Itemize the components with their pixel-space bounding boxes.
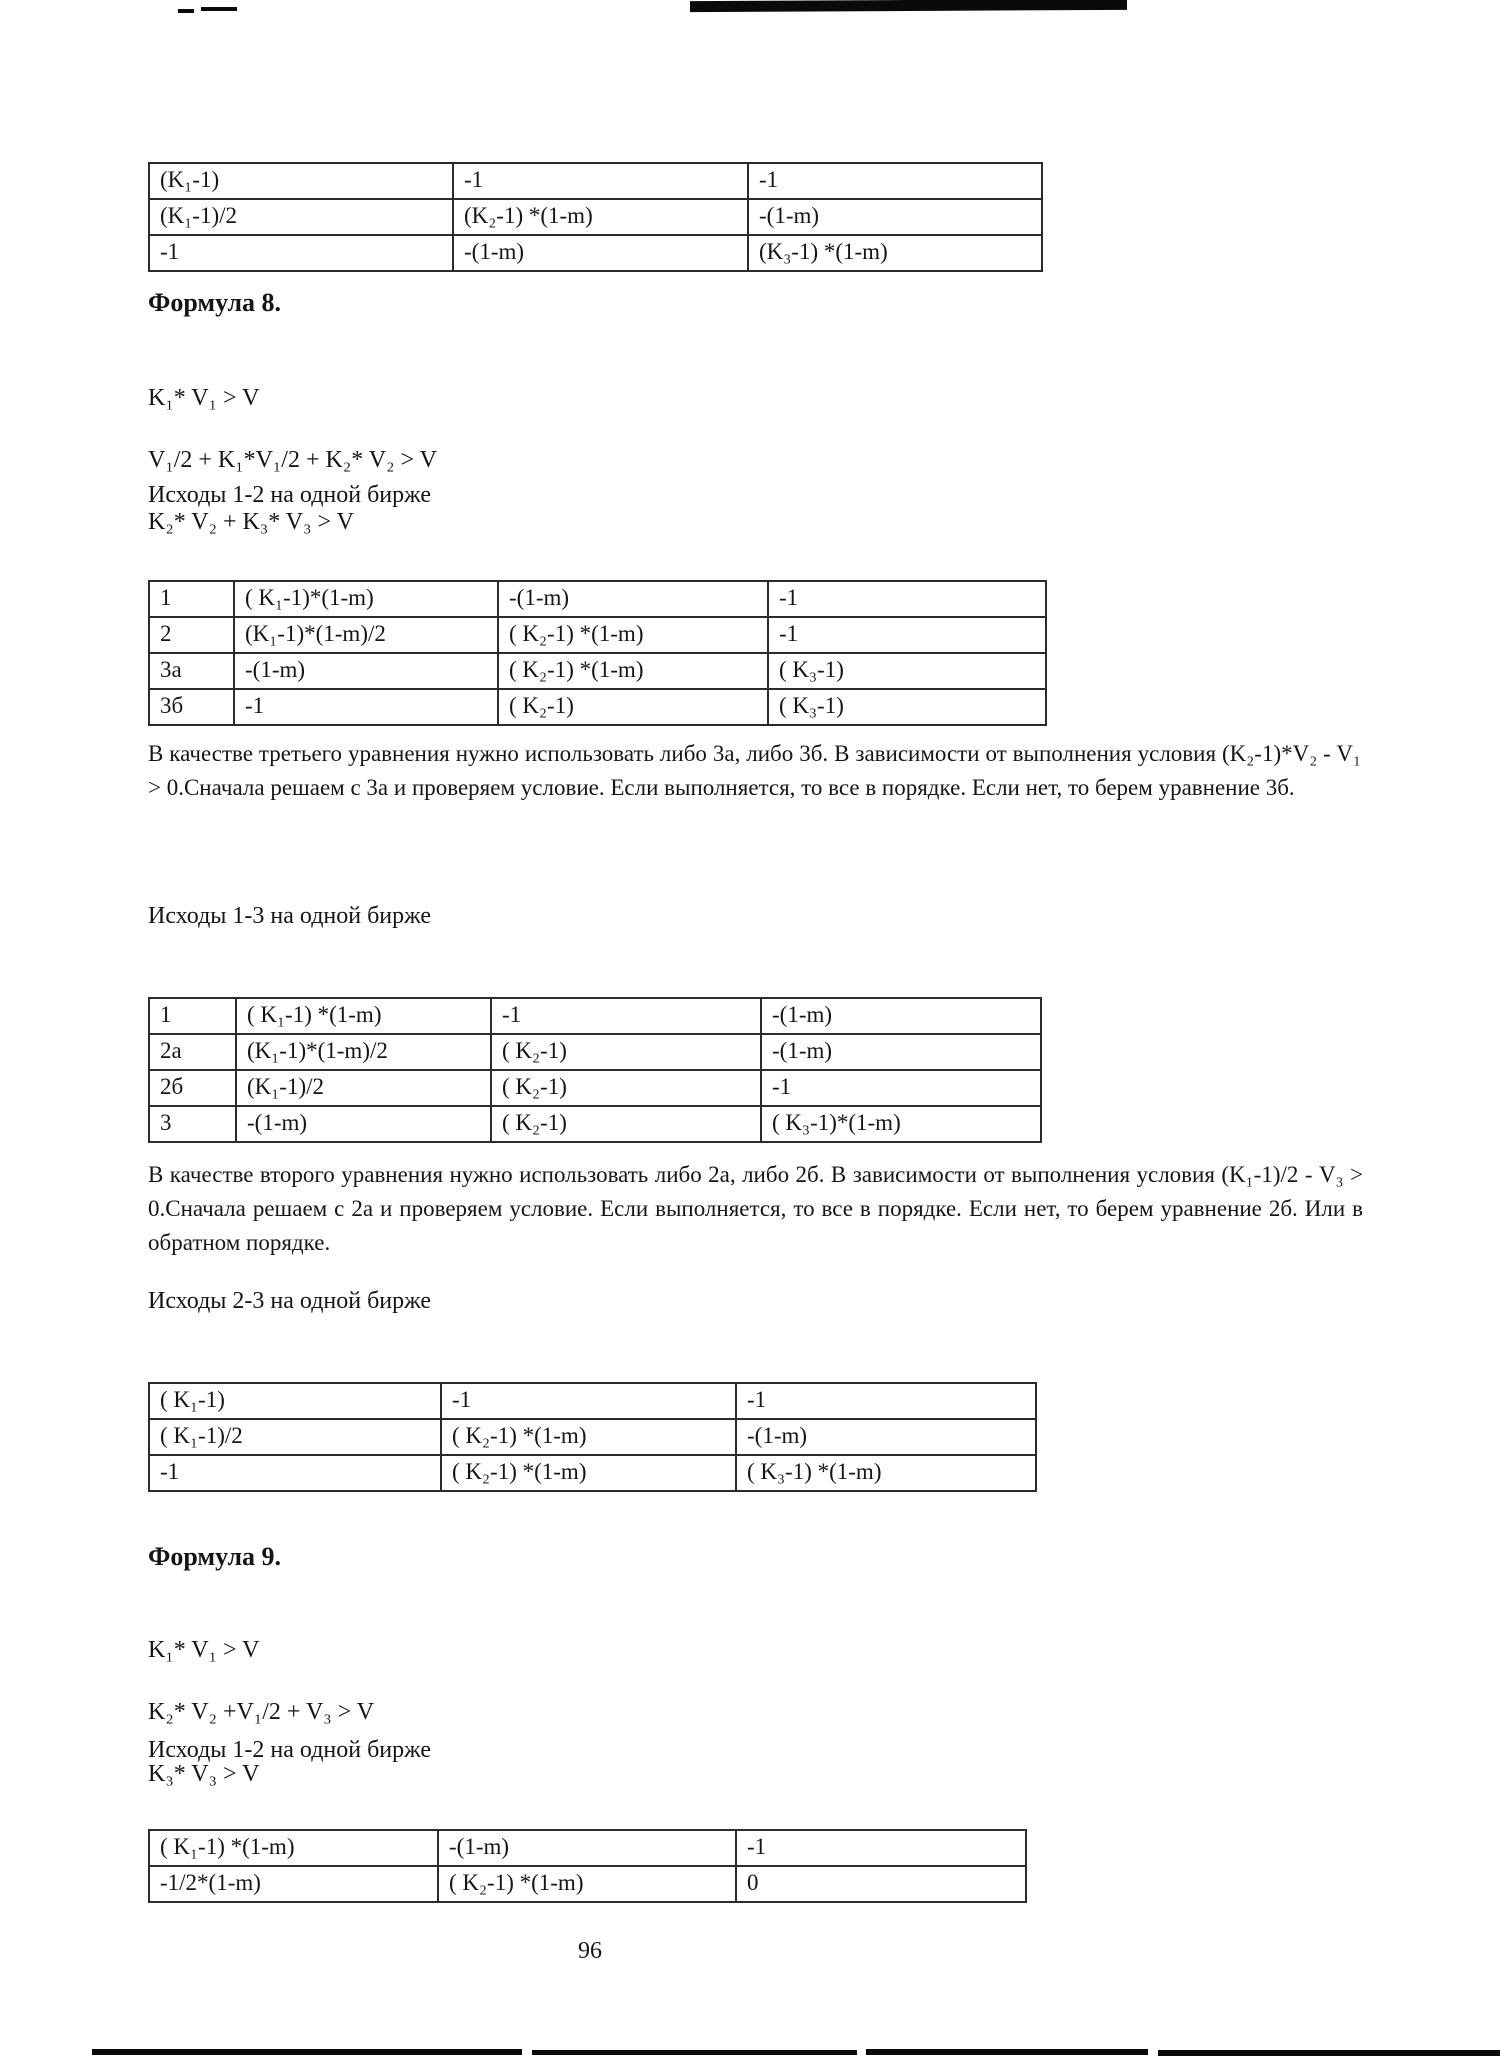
table-cell: -1 — [234, 689, 498, 725]
table-cell: 2б — [149, 1070, 236, 1106]
table-cell: ( K₃-1) *(1-m) — [736, 1455, 1036, 1491]
scan-bar-bottom-4 — [1158, 2050, 1500, 2056]
table-cell: -1 — [768, 617, 1046, 653]
formula-9-eq3: K₃* V₃ > V — [148, 1761, 260, 1787]
formula-9-equations — [148, 1604, 374, 1821]
table-cell: (K₃-1) *(1-m) — [748, 235, 1042, 271]
table-cell: -1 — [491, 998, 761, 1034]
table-cell: -(1-m) — [236, 1106, 491, 1142]
table-row — [149, 1455, 1036, 1491]
table-row — [149, 689, 1046, 725]
table-cell: ( K₂-1) *(1-m) — [498, 653, 768, 689]
table-cell: -(1-m) — [761, 1034, 1041, 1070]
table-cell: ( K₂-1) — [491, 1106, 761, 1142]
table-cell: ( K₂-1) *(1-m) — [441, 1419, 736, 1455]
table-row — [149, 1383, 1036, 1419]
table-row — [149, 1070, 1041, 1106]
table-cell: -(1-m) — [748, 199, 1042, 235]
table-cell: (K₁-1) — [149, 163, 453, 199]
scan-bar-bottom-2 — [532, 2050, 857, 2055]
table-cell: ( K₂-1) — [498, 689, 768, 725]
table-cell: -1 — [736, 1383, 1036, 1419]
formula-8-eq1: K₁* V₁ > V — [148, 385, 260, 411]
table-row — [149, 1034, 1041, 1070]
formula-8-title: Формула 8. — [148, 288, 282, 317]
page-number: 96 — [578, 1938, 602, 1964]
table-cell: ( K₂-1) — [491, 1034, 761, 1070]
table-cell: ( K₃-1)*(1-m) — [761, 1106, 1041, 1142]
scan-bar-bottom-1 — [92, 2049, 522, 2055]
table-cell: ( K₁-1) *(1-m) — [149, 1830, 438, 1866]
outcomes-1-2-table — [148, 580, 1047, 726]
table-cell: 3 — [149, 1106, 236, 1142]
table-row — [149, 998, 1041, 1034]
outcomes-2-3-table — [148, 1382, 1037, 1492]
outcomes-1-3-table — [148, 997, 1042, 1143]
table-row — [149, 163, 1042, 199]
formula-9-title: Формула 9. — [148, 1542, 282, 1571]
table-cell: ( K₂-1) *(1-m) — [441, 1455, 736, 1491]
table-cell: -(1-m) — [438, 1830, 736, 1866]
table-cell: ( K₁-1)*(1-m) — [234, 581, 498, 617]
scan-mark-top-left-long — [201, 7, 237, 11]
table-cell: (K₁-1)*(1-m)/2 — [234, 617, 498, 653]
table-cell: ( K₃-1) — [768, 653, 1046, 689]
table-row — [149, 1866, 1026, 1902]
table-cell: 3а — [149, 653, 234, 689]
table-cell: -(1-m) — [736, 1419, 1036, 1455]
table-row — [149, 235, 1042, 271]
table-cell: ( K₂-1) — [491, 1070, 761, 1106]
table-row — [149, 1419, 1036, 1455]
table-cell: -1 — [149, 235, 453, 271]
heading-outcomes-2-3: Исходы 2-3 на одной бирже — [148, 1288, 432, 1314]
table-row — [149, 1830, 1026, 1866]
note-equation-2ab: В качестве второго уравнения нужно использовать либо 2а, либо 2б. В зависимости от выполнения условия (K₁-1)/2 - V₃ > 0.Сначала решаем с 2а и проверяем условие. Если выполняется, то все в порядке. Если нет, то берем уравнение 2б. Или в обратном порядке. — [148, 1162, 1363, 1255]
table-cell: 0 — [736, 1866, 1026, 1902]
outcomes-1-2-formula9-table — [148, 1829, 1027, 1903]
table-cell: -1/2*(1-m) — [149, 1866, 438, 1902]
table-cell: (K₁-1)*(1-m)/2 — [236, 1034, 491, 1070]
table-cell: 1 — [149, 998, 236, 1034]
formula-8-eq2: V₁/2 + K₁*V₁/2 + K₂* V₂ > V — [148, 447, 437, 473]
table-cell: -1 — [441, 1383, 736, 1419]
table-cell: -(1-m) — [498, 581, 768, 617]
note-equation-3ab: В качестве третьего уравнения нужно использовать либо 3а, либо 3б. В зависимости от выполнения условия (K₂-1)*V₂ - V₁ > 0.Сначала решаем с 3а и проверяем условие. Если выполняется, то все в порядке. Если нет, то берем уравнение 3б. — [148, 741, 1361, 800]
table-cell: -1 — [149, 1455, 441, 1491]
table-cell: ( K₁-1)/2 — [149, 1419, 441, 1455]
table-row — [149, 617, 1046, 653]
table-cell: 2 — [149, 617, 234, 653]
table-cell: -1 — [453, 163, 748, 199]
table-cell: ( K₁-1) — [149, 1383, 441, 1419]
table-cell: -(1-m) — [761, 998, 1041, 1034]
table-cell: (K₁-1)/2 — [236, 1070, 491, 1106]
table-cell: -1 — [736, 1830, 1026, 1866]
formula-9-eq1: K₁* V₁ > V — [148, 1637, 260, 1663]
scan-mark-top-left-short — [178, 9, 194, 13]
coefficients-table-top — [148, 162, 1043, 272]
table-cell: 3б — [149, 689, 234, 725]
table-row — [149, 1106, 1041, 1142]
table-cell: -(1-m) — [234, 653, 498, 689]
formula-9-eq2: K₂* V₂ +V₁/2 + V₃ > V — [148, 1699, 375, 1725]
table-row — [149, 581, 1046, 617]
table-cell: (K₂-1) *(1-m) — [453, 199, 748, 235]
scan-bar-top-right — [690, 0, 1127, 12]
table-cell: ( K₂-1) *(1-m) — [498, 617, 768, 653]
heading-outcomes-1-3: Исходы 1-3 на одной бирже — [148, 903, 432, 929]
table-cell: ( K₂-1) *(1-m) — [438, 1866, 736, 1902]
formula-8-eq3: K₂* V₂ + K₃* V₃ > V — [148, 509, 354, 535]
table-cell: 2а — [149, 1034, 236, 1070]
table-cell: -1 — [761, 1070, 1041, 1106]
table-cell: -1 — [748, 163, 1042, 199]
heading-outcomes-1-2-a: Исходы 1-2 на одной бирже — [148, 482, 432, 508]
formula-8-equations — [148, 352, 437, 569]
table-cell: ( K₃-1) — [768, 689, 1046, 725]
table-cell: -(1-m) — [453, 235, 748, 271]
table-row — [149, 653, 1046, 689]
scan-bar-bottom-3 — [866, 2049, 1148, 2055]
table-cell: -1 — [768, 581, 1046, 617]
table-cell: ( K₁-1) *(1-m) — [236, 998, 491, 1034]
heading-outcomes-1-2-b: Исходы 1-2 на одной бирже — [148, 1737, 432, 1763]
table-cell: 1 — [149, 581, 234, 617]
table-row — [149, 199, 1042, 235]
table-cell: (K₁-1)/2 — [149, 199, 453, 235]
